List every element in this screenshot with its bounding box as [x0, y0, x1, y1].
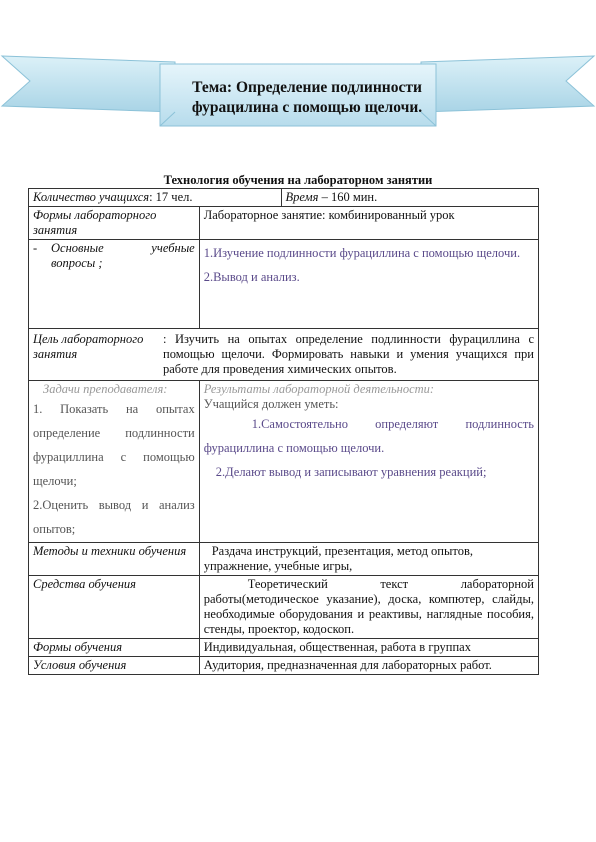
results-item-1: 1.Самостоятельно определяют подлинность фурациллина с помощью щелочи.: [203, 417, 534, 455]
questions-item-1: 1.Изучение подлинности фурациллина с помощью щелочи.: [203, 246, 521, 260]
lesson-table: [28, 188, 539, 675]
table-row-questions: [29, 240, 539, 329]
table-row-conditions: [29, 657, 539, 675]
tasks-heading: Задачи преподавателя:: [43, 382, 168, 396]
banner-title-line1: Тема: Определение подлинности: [192, 79, 422, 96]
tasks-item-1: 1. Показать на опытах определение подлинности фурациллина с помощью щелочи;: [33, 402, 195, 488]
table-row-students: [29, 189, 539, 207]
table-row-means: [29, 576, 539, 639]
students-cell: [29, 189, 282, 207]
results-heading: Результаты лабораторной деятельности:: [203, 382, 435, 396]
forms-label: Формы обучения: [29, 639, 200, 657]
questions-item-2: 2.Вывод и анализ.: [203, 270, 300, 284]
methods-label: Методы и техники обучения: [29, 543, 200, 576]
conditions-label: Условия обучения: [29, 657, 200, 675]
tasks-item-2: 2.Оценить вывод и анализ опытов;: [33, 498, 195, 536]
form-label: Формы лабораторного занятия: [29, 207, 200, 240]
students-value: : 17 чел.: [149, 190, 193, 204]
results-sub: Учащийся должен уметь:: [203, 397, 339, 411]
conditions-value: Аудитория, предназначенная для лабораторных работ.: [199, 657, 538, 675]
goal-label: Цель лабораторного занятия: [33, 332, 144, 361]
questions-dash: -: [33, 241, 38, 255]
form-value: Лабораторное занятие: комбинированный урок: [199, 207, 538, 240]
banner-title-line2: фурацилина с помощью щелочи.: [191, 99, 423, 116]
methods-value: Раздача инструкций, презентация, метод опытов, упражнение, учебные игры,: [199, 543, 538, 576]
means-label: Средства обучения: [29, 576, 200, 639]
table-row-tasks-results: [29, 381, 539, 543]
questions-label-cell: [29, 240, 200, 329]
table-row-form: [29, 207, 539, 240]
goal-cell: [29, 329, 539, 381]
table-row-forms: [29, 639, 539, 657]
time-value: – 160 мин.: [318, 190, 378, 204]
document-heading: Технология обучения на лабораторном занятии: [163, 173, 433, 187]
forms-value: Индивидуальная, общественная, работа в группах: [199, 639, 538, 657]
time-cell: [281, 189, 538, 207]
banner-title: [172, 78, 442, 118]
goal-text: : Изучить на опытах определение подлинности фурациллина с помощью щелочи. Формировать навыки и умения учащихся при работе для проведения химических опытов.: [163, 332, 534, 376]
questions-value-cell: [199, 240, 538, 329]
questions-label: Основные учебные вопросы ;: [51, 241, 195, 270]
table-row-goal: [29, 329, 539, 381]
table-row-methods: [29, 543, 539, 576]
students-label: Количество учащихся: [33, 190, 150, 204]
title-banner: [0, 46, 596, 138]
time-label: Время: [285, 190, 319, 204]
tasks-cell: [29, 381, 200, 543]
results-item-2: 2.Делают вывод и записывают уравнения реакций;: [215, 465, 487, 479]
results-cell: [199, 381, 538, 543]
means-value: Теоретический текст лабораторной работы(методическое указание), доска, компютер, слайды, необходимые оборудования и реактивы, наглядные пособия, стенды, проектор, кодоскоп.: [199, 576, 538, 639]
